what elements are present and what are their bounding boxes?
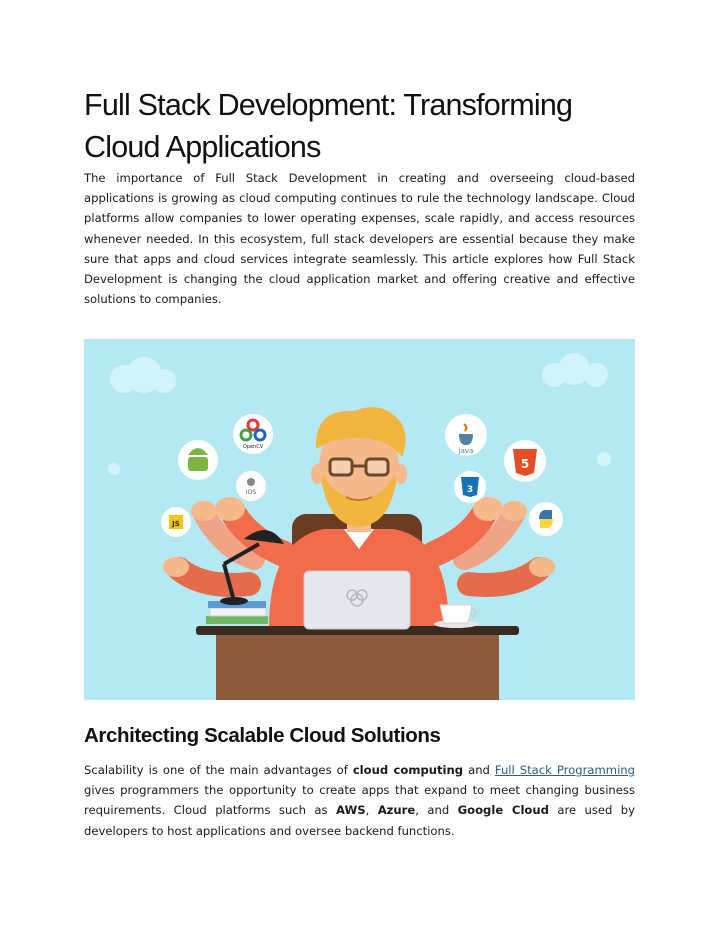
java-label: java bbox=[458, 447, 474, 455]
developer-illustration bbox=[84, 339, 635, 700]
bold-azure: Azure bbox=[377, 803, 416, 818]
bold-cloud-computing: cloud computing bbox=[352, 763, 464, 777]
bold-google-cloud: Google Cloud bbox=[457, 803, 549, 818]
ios-icon bbox=[236, 471, 266, 501]
laptop bbox=[304, 571, 410, 629]
text-run: gives programmers the opportunity to create apps that expand to meet changing business requirements. Cloud platforms such as bbox=[84, 783, 635, 818]
text-run: and bbox=[463, 763, 495, 777]
html5-icon bbox=[504, 440, 546, 482]
full-stack-programming-link[interactable]: Full Stack Programming bbox=[494, 763, 636, 777]
android-icon bbox=[178, 440, 218, 480]
html5-label: 5 bbox=[520, 457, 530, 471]
javascript-icon bbox=[161, 507, 191, 537]
opencv-label: OpenCV bbox=[242, 444, 264, 450]
css3-icon bbox=[454, 471, 486, 503]
ios-label: iOS bbox=[245, 489, 257, 496]
java-icon bbox=[445, 414, 487, 456]
section-heading: Architecting Scalable Cloud Solutions bbox=[84, 724, 441, 747]
text-run: , bbox=[365, 803, 378, 818]
desk bbox=[216, 635, 499, 700]
intro-paragraph: The importance of Full Stack Development in creating and overseeing cloud-based applications is growing as cloud computing continues to rule the technology landscape. Cloud platforms allow companies to lower operating expenses, scale rapidly, and access resources whenever needed. In this ecosystem, full stack developers are essential because they make sure that apps and cloud services integrate seamlessly. This article explores how Full Stack Development is changing the cloud application market and offering creative and effective solutions to companies. bbox=[84, 171, 635, 307]
python-icon bbox=[529, 502, 563, 536]
section-paragraph bbox=[84, 760, 635, 841]
css3-label: 3 bbox=[466, 485, 474, 495]
text-run: are used by developers to host applications and oversee backend functions. bbox=[84, 803, 636, 838]
text-run: , and bbox=[415, 803, 458, 818]
article-title: Full Stack Development: Transforming Cloud Applications bbox=[84, 88, 573, 164]
js-label: JS bbox=[172, 520, 180, 528]
text-run: Scalability is one of the main advantages of bbox=[84, 763, 353, 777]
opencv-icon bbox=[233, 414, 273, 454]
bold-aws: AWS bbox=[336, 803, 366, 818]
